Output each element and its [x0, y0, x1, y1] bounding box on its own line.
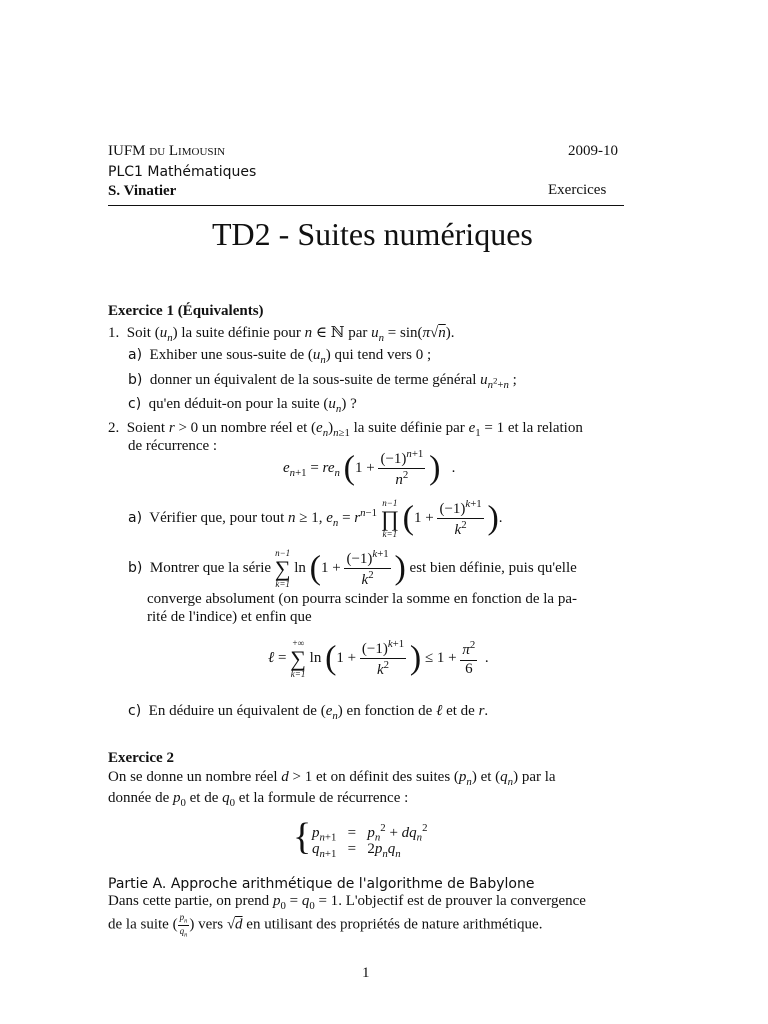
header-year: 2009-10 [568, 143, 618, 159]
page-title: TD2 - Suites numériques [212, 216, 533, 252]
ex1-q2c: c) En déduire un équivalent de $(e_n)$ en fonction de ℓ et de r. [128, 703, 489, 722]
part-a-title: Partie A. Approche arithmétique de l'algorithme de Babylone [108, 876, 535, 892]
ex1-q2-line2: de récurrence : [128, 438, 218, 454]
equation-ell: ℓ = +∞ ∑ k=1 ln (1 + $\frac{(-1)^{k+1}}{k^2}$ ) ≤ 1 + $\frac{\pi^2}{6}$ . [268, 637, 489, 679]
ex1-q1c: c) qu'en déduit-on pour la suite $(u_n)$ ? [128, 396, 357, 415]
ex1-q2: 2. Soient r > 0 un nombre réel et $(e_n)_{n\ge 1}$ la suite définie par $e_1 = 1$ et la relation [108, 420, 583, 439]
header-author: S. Vinatier [108, 183, 177, 199]
ex1-q2b-line3: rité de l'indice) et enfin que [147, 609, 312, 625]
system-line-1: $p_{n+1} = p_n^2 + dq_n^2$ [312, 822, 428, 844]
equation-recurrence: $e_{n+1} = re_n$ (1 + $\frac{(-1)^{n+1}}{n^2}$ ) . [283, 448, 456, 489]
header-kind: Exercices [548, 182, 607, 198]
ex1-q1b: b) donner un équivalent de la sous-suite de terme général $u_{n^2+n}$ ; [128, 372, 517, 391]
ex1-q1a: a) Exhiber une sous-suite de $(u_n)$ qui tend vers 0 ; [128, 347, 432, 366]
page-number: 1 [362, 965, 370, 981]
ex2-line2: donnée de $p_0$ et de $q_0$ et la formule de récurrence : [108, 790, 409, 809]
ex1-q2a: a) Vérifier que, pour tout n ≥ 1, $e_n = r^{n-1}$ n−1 ∏ k=1 (1 + $\frac{(-1)^{k+1}}{k^2}$ ). [128, 497, 503, 539]
ex1-q2b: b) Montrer que la série n−1 ∑ k=1 ln (1 + $\frac{(-1)^{k+1}}{k^2}$ ) est bien définie, puis qu'elle [128, 547, 577, 589]
header-course: PLC1 Mathématiques [108, 164, 257, 180]
exercise-1-title: Exercice 1 (Équivalents) [108, 303, 264, 319]
header-rule [108, 205, 624, 206]
part-a-line2: de la suite ( $\frac{p_n}{q_n}$ ) vers √d en utilisant des propriétés de nature arithmétique. [108, 912, 543, 938]
exercise-2-title: Exercice 2 [108, 750, 174, 766]
ex1-q1: 1. Soit $(u_n)$ la suite définie pour n ∈ ℕ par $u_n = \sin(\pi√n)$. [108, 325, 455, 344]
ex1-q2b-line2: converge absolument (on pourra scinder la somme en fonction de la pa- [147, 591, 577, 607]
ex2-line1: On se donne un nombre réel d > 1 et on définit des suites $(p_n)$ et $(q_n)$ par la [108, 769, 556, 788]
system-line-2: $q_{n+1} = 2p_nq_n$ [312, 841, 401, 860]
part-a-line1: Dans cette partie, on prend $p_0 = q_0 = 1$. L'objectif est de prouver la convergence [108, 893, 586, 912]
system-brace: { [293, 816, 312, 858]
header-institution: IUFM du Limousin [108, 143, 226, 159]
